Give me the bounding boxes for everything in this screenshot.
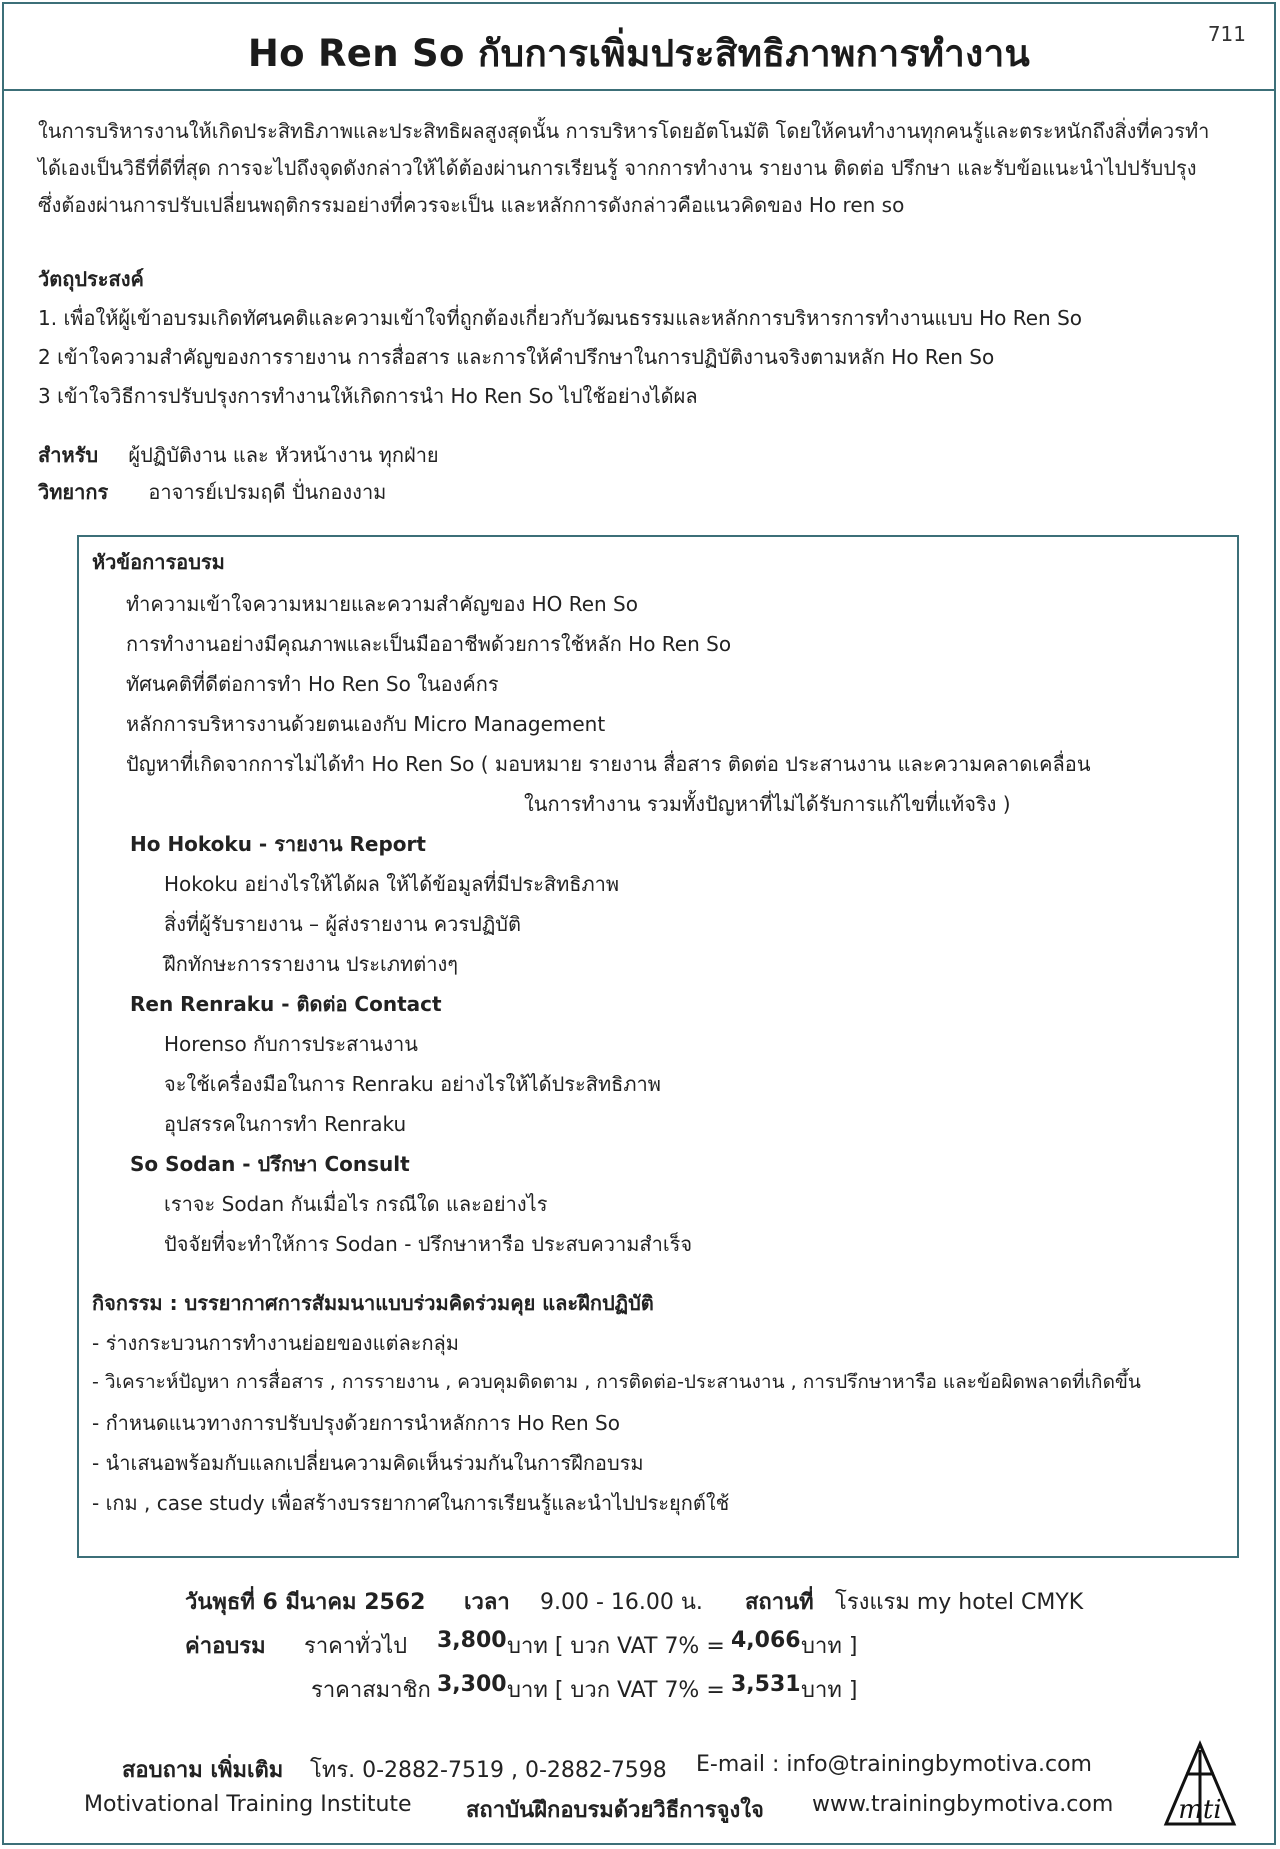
ho-item: Hokoku อย่างไรให้ได้ผล ให้ได้ข้อมูลที่มีประสิทธิภาพ (164, 872, 620, 896)
org-name-th: สถาบันฝึกอบรมด้วยวิธีการจูงใจ (466, 1798, 764, 1823)
date-label: วันพุธที่ 6 มีนาคม 2562 (185, 1590, 426, 1615)
objectives-heading: วัตถุประสงค์ (38, 267, 144, 291)
general-price: 3,800 (437, 1628, 507, 1653)
objective-item: 2 เข้าใจความสำคัญของการรายงาน การสื่อสาร และการให้คำปรึกษาในการปฏิบัติงานจริงตามหลัก Ho Ren So (38, 345, 995, 369)
page-number: 711 (1207, 22, 1246, 46)
member-vat-text: บาท [ บวก VAT 7% = (507, 1678, 725, 1703)
topic-item: ทัศนคติที่ดีต่อการทำ Ho Ren So ในองค์กร (126, 672, 499, 696)
trainer-row (38, 474, 439, 511)
topic-item-continuation: ในการทำงาน รวมทั้งปัญหาที่ไม่ได้รับการแก้ไขที่แท้จริง ) (524, 792, 1011, 816)
member-vat-suffix: บาท ] (801, 1678, 858, 1703)
member-price: 3,300 (437, 1672, 507, 1697)
audience-row (38, 437, 439, 474)
ren-item: จะใช้เครื่องมือในการ Renraku อย่างไรให้ได้ประสิทธิภาพ (164, 1072, 661, 1096)
venue-value: โรงแรม my hotel CMYK (835, 1590, 1084, 1615)
objective-item: 3 เข้าใจวิธีการปรับปรุงการทำงานให้เกิดการนำ Ho Ren So ไปใช้อย่างได้ผล (38, 384, 698, 408)
topic-item: การทำงานอย่างมีคุณภาพและเป็นมืออาชีพด้วยการใช้หลัก Ho Ren So (126, 632, 732, 656)
objective-item: 1. เพื่อให้ผู้เข้าอบรมเกิดทัศนคติและความเข้าใจที่ถูกต้องเกี่ยวกับวัฒนธรรมและหลักการบริหารการทำงานแบบ Ho Ren So (38, 306, 1083, 330)
org-name-en: Motivational Training Institute (84, 1792, 412, 1817)
inquiry-label: สอบถาม เพิ่มเติม (122, 1758, 284, 1783)
topic-item: ทำความเข้าใจความหมายและความสำคัญของ HO Ren So (126, 592, 638, 616)
intro-paragraph (38, 113, 1250, 224)
general-vat-suffix: บาท ] (801, 1634, 858, 1659)
audience-trainer (38, 437, 439, 511)
so-item: เราจะ Sodan กันเมื่อไร กรณีใด และอย่างไร (164, 1192, 548, 1216)
venue-label: สถานที่ (745, 1590, 814, 1615)
activities-heading: กิจกรรม : บรรยากาศการสัมมนาแบบร่วมคิดร่วมคุย และฝึกปฏิบัติ (92, 1291, 654, 1315)
website-link[interactable]: www.trainingbymotiva.com (812, 1792, 1114, 1817)
phone-number: โทร. 0-2882-7519 , 0-2882-7598 (310, 1758, 667, 1783)
so-heading: So Sodan - ปรึกษา Consult (130, 1152, 410, 1176)
page-header (2, 2, 1276, 91)
page-title: Ho Ren So กับการเพิ่มประสิทธิภาพการทำงาน (247, 32, 1031, 75)
fee-label: ค่าอบรม (185, 1634, 266, 1659)
activity-item: - ร่างกระบวนการทำงานย่อยของแต่ละกลุ่ม (92, 1331, 459, 1355)
ren-item: อุปสรรคในการทำ Renraku (164, 1112, 407, 1136)
general-vat-text: บาท [ บวก VAT 7% = (507, 1634, 725, 1659)
ho-heading: Ho Hokoku - รายงาน Report (130, 832, 426, 856)
objectives-section (38, 260, 1250, 416)
ren-item: Horenso กับการประสานงาน (164, 1032, 418, 1056)
mti-logo-icon (1160, 1740, 1240, 1830)
topic-item: ปัญหาที่เกิดจากการไม่ได้ทำ Ho Ren So ( มอบหมาย รายงาน สื่อสาร ติดต่อ ประสานงาน และความคลาดเคลื่อน (126, 752, 1091, 776)
activity-item: - กำหนดแนวทางการปรับปรุงด้วยการนำหลักการ Ho Ren So (92, 1411, 620, 1435)
intro-line: ได้เองเป็นวิธีที่ดีที่สุด การจะไปถึงจุดดังกล่าวให้ได้ต้องผ่านการเรียนรู้ จากการทำงาน รายงาน ติดต่อ ปรึกษา และรับข้อแนะนำไปปรับปรุง (38, 156, 1197, 180)
member-price-label: ราคาสมาชิก (311, 1678, 431, 1703)
time-value: 9.00 - 16.00 น. (540, 1590, 703, 1615)
intro-line: ในการบริหารงานให้เกิดประสิทธิภาพและประสิทธิผลสูงสุดนั้น การบริหารโดยอัตโนมัติ โดยให้คนทำงานทุกคนรู้และตระหนักถึงสิ่งที่ควรทำ (38, 119, 1210, 143)
activity-item: - เกม , case study เพื่อสร้างบรรยากาศในการเรียนรู้และนำไปประยุกต์ใช้ (92, 1491, 730, 1515)
trainer-label: วิทยากร (38, 480, 109, 504)
ho-item: ฝึกทักษะการรายงาน ประเภทต่างๆ (164, 952, 458, 976)
so-item: ปัจจัยที่จะทำให้การ Sodan - ปรึกษาหารือ ประสบความสำเร็จ (164, 1232, 693, 1256)
activity-item: - วิเคราะห์ปัญหา การสื่อสาร , การรายงาน , ควบคุมติดตาม , การติดต่อ-ประสานงาน , การปรึกษาหารือ และข้อผิดพลาดที่เกิดขึ้น (92, 1371, 1141, 1393)
topics-heading: หัวข้อการอบรม (92, 550, 225, 574)
logo-text: mti (1178, 1795, 1222, 1825)
member-total: 3,531 (731, 1672, 801, 1697)
activity-item: - นำเสนอพร้อมกับแลกเปลี่ยนความคิดเห็นร่วมกันในการฝึกอบรม (92, 1451, 644, 1475)
general-total: 4,066 (731, 1628, 801, 1653)
topic-item: หลักการบริหารงานด้วยตนเองกับ Micro Management (126, 712, 606, 736)
ren-heading: Ren Renraku - ติดต่อ Contact (130, 992, 442, 1016)
trainer-value: อาจารย์เปรมฤดี ปั่นกองงาม (148, 480, 387, 504)
general-price-label: ราคาทั่วไป (304, 1634, 408, 1659)
ho-item: สิ่งที่ผู้รับรายงาน – ผู้ส่งรายงาน ควรปฏิบัติ (164, 912, 521, 936)
email-address[interactable]: E-mail : info@trainingbymotiva.com (696, 1752, 1092, 1777)
audience-label: สำหรับ (38, 443, 99, 467)
intro-line: ซึ่งต้องผ่านการปรับเปลี่ยนพฤติกรรมอย่างที่ควรจะเป็น และหลักการดังกล่าวคือแนวคิดของ Ho ren so (38, 193, 905, 217)
time-label: เวลา (464, 1590, 510, 1615)
audience-value: ผู้ปฏิบัติงาน และ หัวหน้างาน ทุกฝ่าย (128, 443, 439, 467)
